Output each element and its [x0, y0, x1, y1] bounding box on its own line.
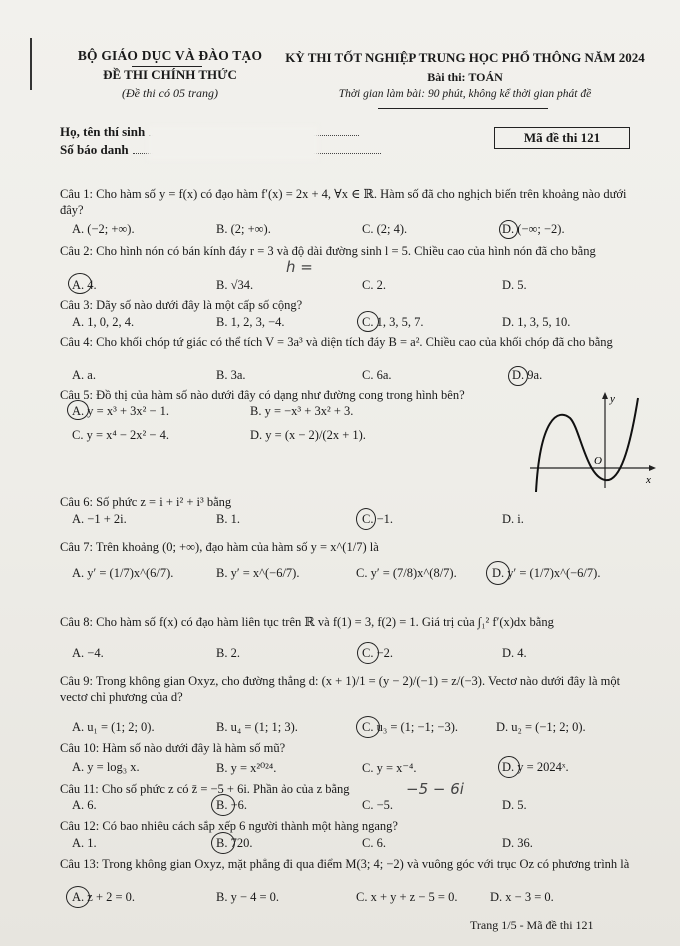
- question-1: Câu 1: Cho hàm số y = f(x) có đạo hàm f′(x) = 2x + 4, ∀x ∈ ℝ. Hàm số đã cho nghịch biến trên khoảng nào dưới đây?: [60, 187, 627, 217]
- header-right: [280, 50, 650, 100]
- option-d: D. x − 3 = 0.: [490, 890, 554, 904]
- question-12: Câu 12: Có bao nhiêu cách sắp xếp 6 người thành một hàng ngang?: [60, 819, 398, 833]
- answer-circle-q4: [508, 366, 528, 386]
- option-c: C. 2.: [362, 278, 386, 292]
- question-4: Câu 4: Cho khối chóp tứ giác có thể tích V = 3a³ và diện tích đáy B = a². Chiều cao của khối chóp đã cho bằng: [60, 335, 613, 349]
- question-13: Câu 13: Trong không gian Oxyz, mặt phẳng đi qua điểm M(3; 4; −2) và vuông góc với trục Oz có phương trình là: [60, 857, 630, 871]
- option-d: D. 9a.: [512, 368, 543, 382]
- answer-circle-q13: [66, 886, 90, 908]
- option-b: B. y = x²⁰²⁴.: [216, 761, 277, 775]
- answer-circle-q3: [357, 311, 379, 332]
- option-d: D. (−∞; −2).: [502, 222, 565, 236]
- x-axis-arrow: [649, 465, 656, 471]
- option-d: D. y = 2024ˣ.: [502, 760, 569, 774]
- option-b: B. 1.: [216, 512, 240, 526]
- header-left-rule: [132, 66, 202, 67]
- option-b: B. y − 4 = 0.: [216, 890, 280, 904]
- option-c: C. u₃ = (1; −1; −3).: [362, 720, 458, 734]
- header-left: [60, 48, 280, 101]
- option-d: D. u₂ = (−1; 2; 0).: [496, 720, 586, 734]
- option-d: D. 5.: [502, 278, 527, 292]
- option-a: A. y = x³ + 3x² − 1.: [72, 404, 170, 418]
- option-c: C. y = x⁻⁴.: [362, 761, 417, 775]
- exam-code-box: Mã đề thi 121: [494, 127, 630, 149]
- option-b: B. 1, 2, 3, −4.: [216, 315, 285, 329]
- answer-circle-q5: [67, 400, 89, 420]
- origin-label: O: [594, 455, 602, 467]
- option-b: B. 720.: [216, 836, 253, 850]
- answer-circle-q12: [211, 832, 235, 854]
- option-a: A. 1, 0, 2, 4.: [72, 315, 135, 329]
- question-7: Câu 7: Trên khoảng (0; +∞), đạo hàm của hàm số y = x^(1/7) là: [60, 540, 379, 554]
- time-label: Thời gian làm bài: 90 phút, không kể thời gian phát đề: [338, 88, 592, 100]
- y-axis-arrow: [602, 392, 608, 399]
- option-c: C. 6.: [362, 836, 386, 850]
- option-d: D. 1, 3, 5, 10.: [502, 315, 571, 329]
- option-c: C. x + y + z − 5 = 0.: [356, 890, 458, 904]
- answer-circle-q2: [68, 273, 92, 294]
- question-10: Câu 10: Hàm số nào dưới đây là hàm số mũ?: [60, 741, 286, 755]
- option-a: A. y = log₃ x.: [72, 760, 140, 774]
- curve: [536, 398, 638, 492]
- option-c: C. 6a.: [362, 368, 392, 382]
- blurred-area: [148, 126, 318, 160]
- option-c: C. −2.: [362, 646, 394, 660]
- organization: BỘ GIÁO DỤC VÀ ĐÀO TẠO: [77, 48, 263, 63]
- option-a: A. a.: [72, 368, 96, 382]
- answer-circle-q10: [498, 756, 520, 778]
- option-d: D. y′ = (1/7)x^(−6/7).: [492, 566, 601, 580]
- exam-title: KỲ THI TỐT NGHIỆP TRUNG HỌC PHỔ THÔNG NĂM 2024: [285, 50, 645, 65]
- option-d: D. 5.: [502, 798, 527, 812]
- candidate-id-label: Số báo danh: [60, 142, 129, 157]
- cubic-graph: [520, 388, 660, 494]
- question-3: Câu 3: Dãy số nào dưới đây là một cấp số cộng?: [60, 298, 303, 312]
- official-label: ĐỀ THI CHÍNH THỨC: [103, 67, 237, 82]
- question-6: Câu 6: Số phức z = i + i² + i³ bằng: [60, 495, 232, 509]
- question-2: Câu 2: Cho hình nón có bán kính đáy r = 3 và độ dài đường sinh l = 5. Chiều cao của hình nón đã cho bằng: [60, 244, 596, 258]
- handwritten-note-q2: h =: [286, 258, 313, 276]
- question-5: Câu 5: Đồ thị của hàm số nào dưới đây có dạng như đường cong trong hình bên?: [60, 388, 465, 402]
- option-b: B. (2; +∞).: [216, 222, 271, 236]
- header-right-rule: [378, 108, 548, 109]
- answer-circle-q9: [356, 716, 380, 738]
- margin-mark: [30, 38, 32, 90]
- option-a: A. (−2; +∞).: [72, 222, 135, 236]
- y-label: y: [610, 393, 615, 405]
- option-a: A. −1 + 2i.: [72, 512, 127, 526]
- answer-circle-q1: [499, 220, 518, 239]
- option-c: C. y′ = (7/8)x^(8/7).: [356, 566, 457, 580]
- option-b: B. 3a.: [216, 368, 246, 382]
- handwritten-note-q11: −5 − 6i: [406, 780, 464, 798]
- option-c: C. 1, 3, 5, 7.: [362, 315, 424, 329]
- option-b: B. y′ = x^(−6/7).: [216, 566, 300, 580]
- candidate-name-label: Họ, tên thí sinh: [60, 124, 146, 139]
- option-b: B. 2.: [216, 646, 240, 660]
- option-c: C. −1.: [362, 512, 394, 526]
- option-a: A. z + 2 = 0.: [72, 890, 136, 904]
- option-a: A. −4.: [72, 646, 104, 660]
- option-a: A. 4.: [72, 278, 97, 292]
- answer-circle-q8: [357, 642, 379, 664]
- question-9: Câu 9: Trong không gian Oxyz, cho đường thẳng d: (x + 1)/1 = (y − 2)/(−1) = z/(−3). Vectơ nào dưới đây là một vectơ chỉ phương của d?: [60, 674, 621, 704]
- question-8: Câu 8: Cho hàm số f(x) có đạo hàm liên tục trên ℝ và f(1) = 3, f(2) = 1. Giá trị của ∫₁² f′(x)dx bằng: [60, 615, 554, 629]
- x-label: x: [646, 474, 651, 486]
- option-b: B. u₄ = (1; 1; 3).: [216, 720, 298, 734]
- option-a: A. 1.: [72, 836, 97, 850]
- option-b: B. √34.: [216, 278, 254, 292]
- option-c: C. y = x⁴ − 2x² − 4.: [72, 428, 169, 442]
- option-a: A. u₁ = (1; 2; 0).: [72, 720, 155, 734]
- option-d: D. i.: [502, 512, 524, 526]
- option-b: B. y = −x³ + 3x² + 3.: [250, 404, 354, 418]
- subject-label: Bài thi: TOÁN: [427, 70, 503, 84]
- page-count: (Đề thi có 05 trang): [122, 86, 218, 100]
- option-d: D. 4.: [502, 646, 527, 660]
- option-d: D. y = (x − 2)/(2x + 1).: [250, 428, 366, 442]
- option-d: D. 36.: [502, 836, 533, 850]
- question-11: Câu 11: Cho số phức z có z̄ = −5 + 6i. Phần ảo của z bằng: [60, 782, 350, 796]
- option-a: A. y′ = (1/7)x^(6/7).: [72, 566, 174, 580]
- answer-circle-q7: [486, 561, 510, 585]
- page-footer: Trang 1/5 - Mã đề thi 121: [470, 918, 594, 932]
- option-b: B. −6.: [216, 798, 248, 812]
- option-c: C. (2; 4).: [362, 222, 408, 236]
- answer-circle-q6: [356, 508, 376, 530]
- option-c: C. −5.: [362, 798, 394, 812]
- option-a: A. 6.: [72, 798, 97, 812]
- answer-circle-q11: [211, 794, 235, 816]
